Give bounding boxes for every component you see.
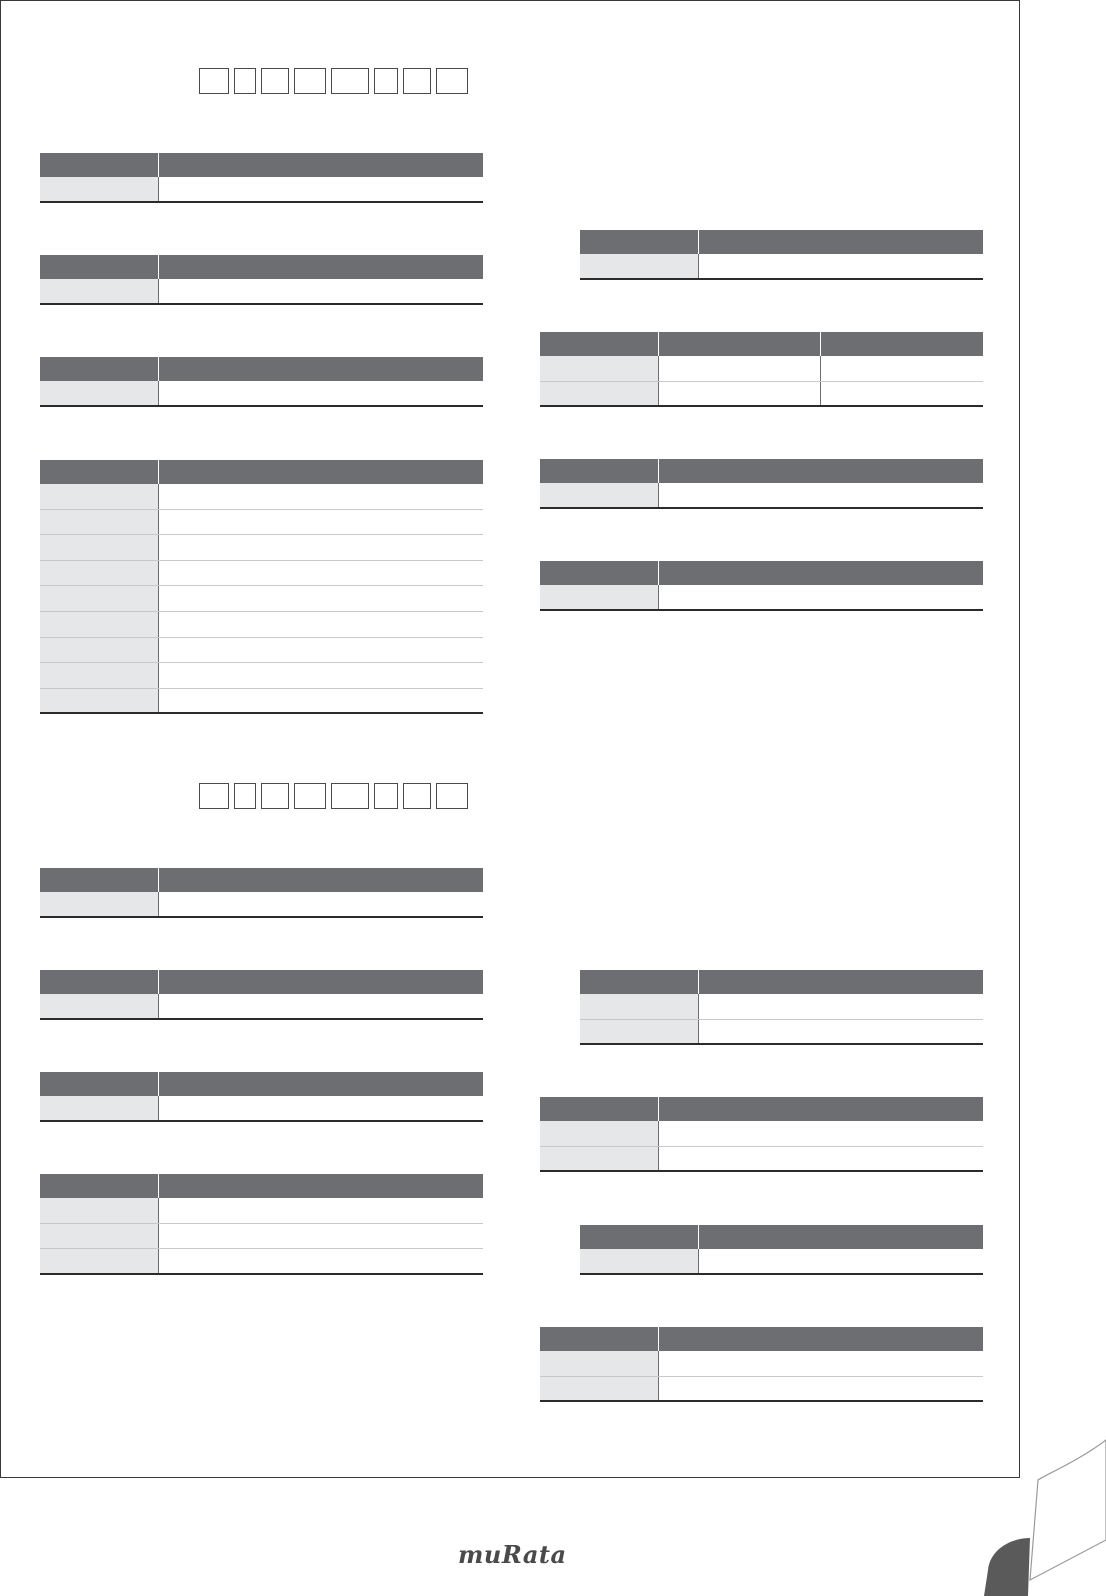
label-cell	[40, 663, 158, 688]
table-row	[40, 561, 483, 587]
table-row	[40, 689, 483, 715]
header-cell	[658, 459, 983, 483]
value-cell	[158, 689, 483, 713]
table-row	[40, 535, 483, 561]
header-cell	[540, 459, 658, 483]
label-cell	[40, 994, 158, 1018]
label-cell	[40, 638, 158, 663]
value-cell	[158, 510, 483, 535]
header-cell	[540, 561, 658, 585]
label-cell	[40, 279, 158, 303]
value-cell	[158, 1224, 483, 1249]
table-row	[540, 1121, 983, 1147]
table-row	[40, 586, 483, 612]
value-cell	[658, 382, 820, 406]
label-cell	[40, 1096, 158, 1120]
header-cell	[658, 1097, 983, 1121]
value-cell	[158, 892, 483, 916]
table-row	[540, 356, 983, 382]
table-header-row	[540, 332, 983, 356]
value-cell	[658, 1147, 983, 1171]
code-box	[261, 783, 289, 809]
spec-table-left-a1	[40, 153, 483, 203]
spec-table-left-a2	[40, 255, 483, 305]
table-row	[40, 892, 483, 918]
label-cell	[40, 1224, 158, 1249]
label-cell	[40, 612, 158, 637]
value-cell	[658, 585, 983, 609]
table-header-row	[40, 255, 483, 279]
spec-table-right-a1	[580, 230, 983, 280]
label-cell	[540, 585, 658, 609]
value-cell	[158, 535, 483, 560]
spec-table-right-b1	[580, 970, 983, 1045]
header-cell	[580, 970, 698, 994]
code-box	[294, 68, 326, 94]
value-cell	[698, 254, 983, 278]
code-box	[331, 68, 369, 94]
table-row	[40, 638, 483, 664]
table-header-row	[40, 460, 483, 484]
value-cell	[698, 1249, 983, 1273]
header-cell	[40, 868, 158, 892]
value-cell	[158, 663, 483, 688]
spec-table-left-b4	[40, 1174, 483, 1275]
table-header-row	[540, 561, 983, 585]
label-cell	[40, 1198, 158, 1223]
table-row	[40, 1198, 483, 1224]
label-cell	[40, 561, 158, 586]
code-box	[294, 783, 326, 809]
table-row	[40, 381, 483, 407]
table-header-row	[540, 1097, 983, 1121]
header-cell	[580, 230, 698, 254]
value-cell	[158, 279, 483, 303]
label-cell	[540, 356, 658, 381]
code-box	[234, 783, 256, 809]
header-cell	[40, 1072, 158, 1096]
spec-table-left-a3	[40, 357, 483, 407]
part-number-code-boxes	[199, 68, 469, 94]
label-cell	[580, 1249, 698, 1273]
header-cell	[158, 1072, 483, 1096]
spec-table-right-b2	[540, 1097, 983, 1172]
header-cell	[158, 255, 483, 279]
table-row	[580, 1249, 983, 1275]
table-row	[40, 663, 483, 689]
value-cell	[158, 1198, 483, 1223]
header-cell	[820, 332, 983, 356]
table-row	[580, 1020, 983, 1046]
code-box	[199, 68, 229, 94]
page-tab-decoration	[970, 1420, 1106, 1596]
header-cell	[658, 561, 983, 585]
header-cell	[698, 970, 983, 994]
table-row	[40, 279, 483, 305]
header-cell	[158, 1174, 483, 1198]
table-header-row	[40, 868, 483, 892]
table-row	[540, 1147, 983, 1173]
table-row	[540, 585, 983, 611]
value-cell	[158, 561, 483, 586]
table-header-row	[40, 1072, 483, 1096]
header-cell	[658, 1327, 983, 1351]
label-cell	[540, 1121, 658, 1146]
table-header-row	[540, 459, 983, 483]
table-row	[580, 254, 983, 280]
label-cell	[40, 381, 158, 405]
spec-table-right-a4	[540, 561, 983, 611]
header-cell	[40, 153, 158, 177]
header-cell	[698, 230, 983, 254]
label-cell	[40, 892, 158, 916]
table-row	[40, 177, 483, 203]
label-cell	[540, 483, 658, 507]
header-cell	[158, 970, 483, 994]
value-cell	[820, 356, 983, 381]
table-header-row	[580, 970, 983, 994]
spec-table-right-b4	[540, 1327, 983, 1402]
table-header-row	[540, 1327, 983, 1351]
table-row	[40, 612, 483, 638]
code-box	[331, 783, 369, 809]
value-cell	[698, 1020, 983, 1044]
table-header-row	[40, 153, 483, 177]
part-number-code-boxes	[199, 783, 469, 809]
header-cell	[580, 1225, 698, 1249]
code-box	[261, 68, 289, 94]
header-cell	[540, 332, 658, 356]
code-box	[403, 68, 431, 94]
table-row	[40, 1224, 483, 1250]
value-cell	[158, 638, 483, 663]
label-cell	[40, 177, 158, 201]
spec-table-right-a3	[540, 459, 983, 509]
header-cell	[540, 1097, 658, 1121]
header-cell	[658, 332, 820, 356]
table-row	[40, 484, 483, 510]
header-cell	[158, 153, 483, 177]
label-cell	[40, 484, 158, 509]
value-cell	[158, 994, 483, 1018]
label-cell	[540, 382, 658, 406]
header-cell	[158, 357, 483, 381]
value-cell	[658, 1351, 983, 1376]
spec-table-left-b2	[40, 970, 483, 1020]
header-cell	[540, 1327, 658, 1351]
header-cell	[158, 460, 483, 484]
label-cell	[540, 1351, 658, 1376]
value-cell	[158, 1249, 483, 1273]
code-box	[436, 68, 468, 94]
code-box	[403, 783, 431, 809]
spec-table-left-a4	[40, 460, 483, 714]
table-row	[540, 382, 983, 408]
spec-table-right-b3	[580, 1225, 983, 1275]
label-cell	[580, 1020, 698, 1044]
header-cell	[40, 1174, 158, 1198]
value-cell	[158, 1096, 483, 1120]
value-cell	[158, 484, 483, 509]
code-box	[374, 68, 398, 94]
header-cell	[40, 255, 158, 279]
header-cell	[40, 357, 158, 381]
header-cell	[158, 868, 483, 892]
code-box	[234, 68, 256, 94]
table-header-row	[40, 970, 483, 994]
value-cell	[158, 586, 483, 611]
label-cell	[40, 1249, 158, 1273]
murata-logo: muRata	[458, 1540, 567, 1569]
value-cell	[698, 994, 983, 1019]
spec-table-left-b3	[40, 1072, 483, 1122]
label-cell	[40, 586, 158, 611]
value-cell	[658, 1377, 983, 1401]
spec-table-right-a2	[540, 332, 983, 407]
label-cell	[40, 689, 158, 713]
table-row	[40, 510, 483, 536]
value-cell	[820, 382, 983, 406]
label-cell	[580, 994, 698, 1019]
code-box	[436, 783, 468, 809]
value-cell	[158, 177, 483, 201]
label-cell	[40, 510, 158, 535]
value-cell	[158, 381, 483, 405]
table-row	[580, 994, 983, 1020]
label-cell	[540, 1147, 658, 1171]
header-cell	[40, 970, 158, 994]
label-cell	[540, 1377, 658, 1401]
header-cell	[698, 1225, 983, 1249]
table-row	[40, 1096, 483, 1122]
spec-table-left-b1	[40, 868, 483, 918]
value-cell	[158, 612, 483, 637]
table-row	[540, 483, 983, 509]
code-box	[199, 783, 229, 809]
label-cell	[40, 535, 158, 560]
table-row	[540, 1377, 983, 1403]
label-cell	[580, 254, 698, 278]
table-header-row	[580, 230, 983, 254]
value-cell	[658, 356, 820, 381]
code-box	[374, 783, 398, 809]
value-cell	[658, 483, 983, 507]
table-header-row	[40, 1174, 483, 1198]
table-header-row	[580, 1225, 983, 1249]
table-header-row	[40, 357, 483, 381]
table-row	[540, 1351, 983, 1377]
table-row	[40, 1249, 483, 1275]
value-cell	[658, 1121, 983, 1146]
table-row	[40, 994, 483, 1020]
header-cell	[40, 460, 158, 484]
